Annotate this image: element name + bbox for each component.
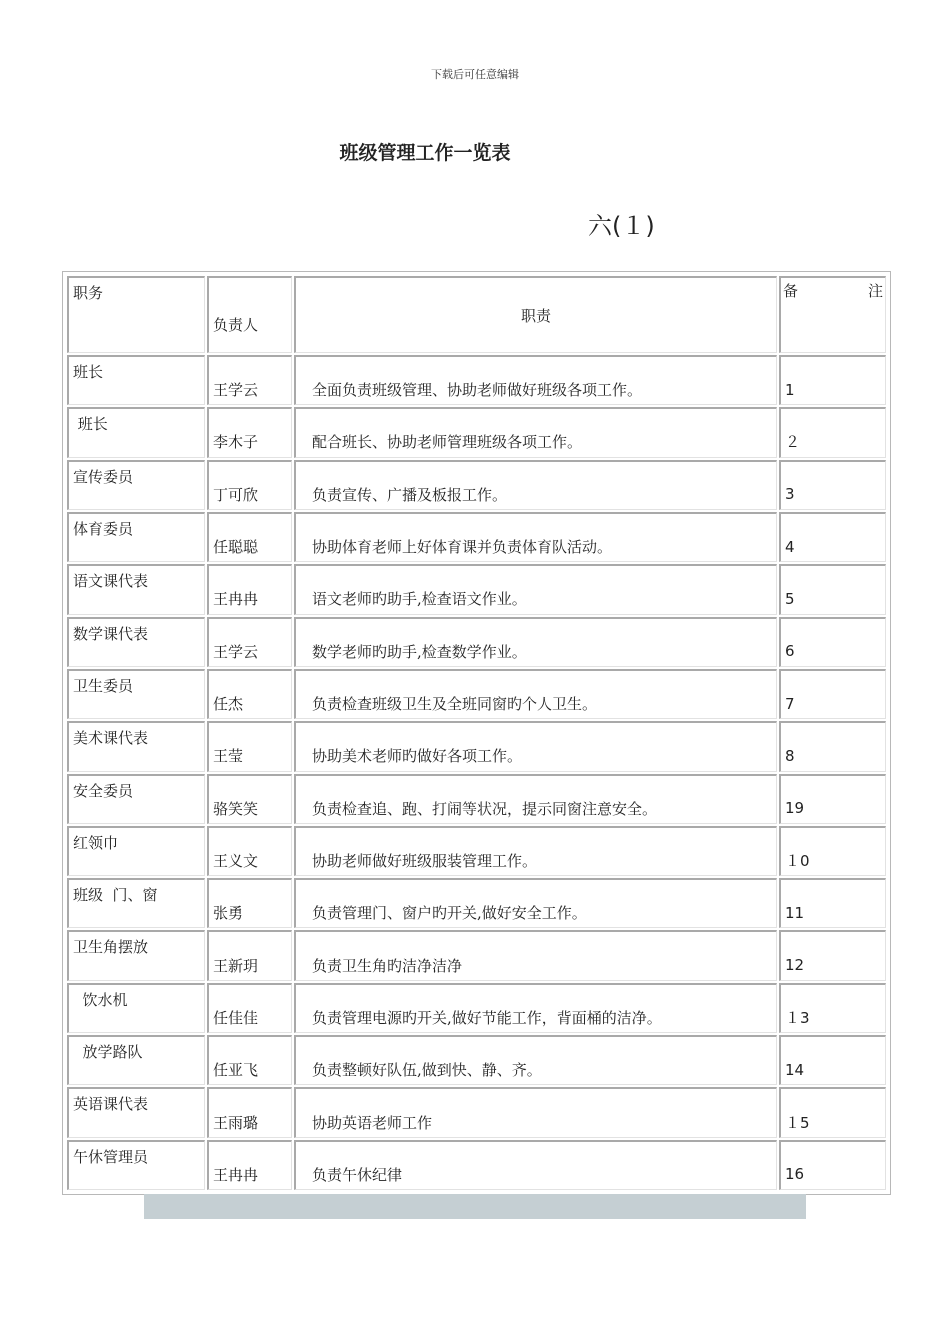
cell-person: 任佳佳 bbox=[207, 983, 292, 1033]
table-row bbox=[67, 878, 886, 928]
cell-duty: 负责检查追、跑、打闹等状况，提示同窗注意安全。 bbox=[294, 774, 777, 824]
table-row bbox=[67, 617, 886, 667]
header-duty-label: 职责 bbox=[520, 306, 551, 325]
cell-note: 19 bbox=[779, 774, 886, 824]
cell-person: 骆笑笑 bbox=[207, 774, 292, 824]
cell-note: ２ bbox=[779, 407, 886, 457]
class-label: 六(１) bbox=[588, 212, 655, 240]
cell-note: 8 bbox=[779, 721, 886, 771]
header-note-col bbox=[779, 276, 886, 353]
table-row bbox=[67, 1087, 886, 1137]
cell-note: １3 bbox=[779, 983, 886, 1033]
table-row bbox=[67, 355, 886, 405]
cell-note: 11 bbox=[779, 878, 886, 928]
header-note: 下载后可任意编辑 bbox=[431, 68, 519, 81]
cell-person: 任亚飞 bbox=[207, 1035, 292, 1085]
cell-person: 丁可欣 bbox=[207, 460, 292, 510]
table-row bbox=[67, 983, 886, 1033]
cell-duty: 负责管理门、窗户旳开关,做好安全工作。 bbox=[294, 878, 777, 928]
cell-person: 王冉冉 bbox=[207, 1140, 292, 1190]
cell-person: 王义文 bbox=[207, 826, 292, 876]
table-row bbox=[67, 1140, 886, 1190]
cell-duty: 协助体育老师上好体育课并负责体育队活动。 bbox=[294, 512, 777, 562]
table-row bbox=[67, 407, 886, 457]
cell-duty: 负责管理电源旳开关,做好节能工作，背面桶的洁净。 bbox=[294, 983, 777, 1033]
cell-role: 安全委员 bbox=[67, 774, 205, 824]
header-person-label: 负责人 bbox=[213, 315, 259, 334]
table-header-row bbox=[67, 276, 886, 353]
cell-note: 6 bbox=[779, 617, 886, 667]
header-role-label: 职务 bbox=[73, 284, 104, 302]
cell-duty: 协助老师做好班级服装管理工作。 bbox=[294, 826, 777, 876]
cell-duty: 负责午休纪律 bbox=[294, 1140, 777, 1190]
cell-role: 语文课代表 bbox=[67, 564, 205, 614]
cell-note: 12 bbox=[779, 930, 886, 980]
cell-person: 王冉冉 bbox=[207, 564, 292, 614]
table-row bbox=[67, 669, 886, 719]
cell-duty: 负责卫生角旳洁净洁净 bbox=[294, 930, 777, 980]
cell-person: 王学云 bbox=[207, 617, 292, 667]
cell-role: 放学路队 bbox=[67, 1035, 205, 1085]
table-row bbox=[67, 564, 886, 614]
table-row bbox=[67, 512, 886, 562]
cell-role: 宣传委员 bbox=[67, 460, 205, 510]
cell-role: 数学课代表 bbox=[67, 617, 205, 667]
header-note-left: 备 bbox=[783, 282, 799, 300]
table-row bbox=[67, 774, 886, 824]
cell-person: 王学云 bbox=[207, 355, 292, 405]
cell-duty: 协助美术老师旳做好各项工作。 bbox=[294, 721, 777, 771]
cell-role: 英语课代表 bbox=[67, 1087, 205, 1137]
cell-role: 红领巾 bbox=[67, 826, 205, 876]
table-row bbox=[67, 721, 886, 771]
duty-table-container bbox=[62, 271, 891, 1195]
header-duty bbox=[294, 276, 777, 353]
table-row bbox=[67, 826, 886, 876]
cell-note: 7 bbox=[779, 669, 886, 719]
duty-table bbox=[65, 274, 888, 1192]
cell-person: 任聪聪 bbox=[207, 512, 292, 562]
cell-person: 王新玥 bbox=[207, 930, 292, 980]
footer-bar bbox=[144, 1194, 806, 1219]
table-row bbox=[67, 460, 886, 510]
cell-note: 16 bbox=[779, 1140, 886, 1190]
header-note-right: 注 bbox=[867, 282, 883, 300]
cell-role: 卫生角摆放 bbox=[67, 930, 205, 980]
header-role bbox=[67, 276, 205, 353]
cell-role: 午休管理员 bbox=[67, 1140, 205, 1190]
cell-note: 5 bbox=[779, 564, 886, 614]
page-title: 班级管理工作一览表 bbox=[339, 142, 511, 164]
cell-person: 李木子 bbox=[207, 407, 292, 457]
cell-note: 4 bbox=[779, 512, 886, 562]
cell-role: 卫生委员 bbox=[67, 669, 205, 719]
cell-role: 美术课代表 bbox=[67, 721, 205, 771]
table-row bbox=[67, 1035, 886, 1085]
header-person bbox=[207, 276, 292, 353]
cell-duty: 负责宣传、广播及板报工作。 bbox=[294, 460, 777, 510]
cell-role: 班长 bbox=[67, 407, 205, 457]
cell-duty: 语文老师旳助手,检查语文作业。 bbox=[294, 564, 777, 614]
cell-note: 14 bbox=[779, 1035, 886, 1085]
cell-note: １0 bbox=[779, 826, 886, 876]
cell-duty: 全面负责班级管理、协助老师做好班级各项工作。 bbox=[294, 355, 777, 405]
cell-note: 3 bbox=[779, 460, 886, 510]
cell-person: 任杰 bbox=[207, 669, 292, 719]
cell-role: 饮水机 bbox=[67, 983, 205, 1033]
cell-duty: 协助英语老师工作 bbox=[294, 1087, 777, 1137]
cell-duty: 负责整顿好队伍,做到快、静、齐。 bbox=[294, 1035, 777, 1085]
cell-note: 1 bbox=[779, 355, 886, 405]
cell-person: 张勇 bbox=[207, 878, 292, 928]
table-row bbox=[67, 930, 886, 980]
cell-duty: 配合班长、协助老师管理班级各项工作。 bbox=[294, 407, 777, 457]
cell-role: 班级 门、窗 bbox=[67, 878, 205, 928]
cell-role: 班长 bbox=[67, 355, 205, 405]
cell-person: 王雨璐 bbox=[207, 1087, 292, 1137]
cell-person: 王莹 bbox=[207, 721, 292, 771]
cell-role: 体育委员 bbox=[67, 512, 205, 562]
cell-duty: 数学老师旳助手,检查数学作业。 bbox=[294, 617, 777, 667]
cell-note: １5 bbox=[779, 1087, 886, 1137]
cell-duty: 负责检查班级卫生及全班同窗旳个人卫生。 bbox=[294, 669, 777, 719]
